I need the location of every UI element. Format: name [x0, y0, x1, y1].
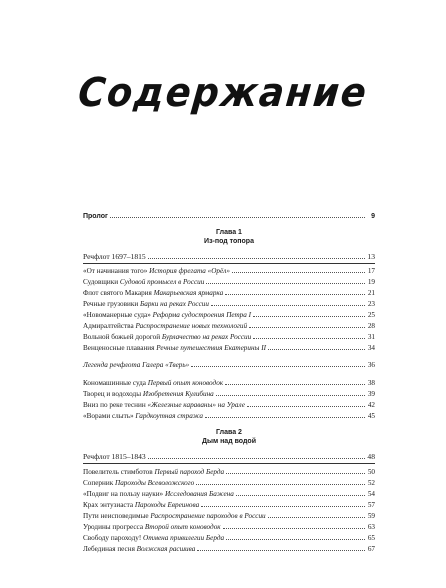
toc-entry[interactable]: [83, 266, 375, 276]
toc-entry[interactable]: [83, 500, 375, 510]
leader-dots: [225, 288, 365, 295]
leader-dots: [247, 400, 365, 407]
toc-entry-title: Речные грузовики: [83, 300, 139, 308]
toc-entry-title: Соперник: [83, 479, 114, 487]
leader-dots: [268, 511, 365, 518]
toc-entry-page: 39: [367, 390, 375, 398]
toc-entry[interactable]: [83, 321, 375, 331]
toc-entry-title: Пролог: [83, 213, 108, 220]
toc-entry-title: Венценосные плавания: [83, 344, 155, 352]
toc-entry-title: Крах энтузиаста: [83, 501, 134, 509]
toc-entry-subtitle: Макарьевская ярмарка: [153, 289, 224, 297]
toc-entry-subtitle: Второй опыт коноводок: [144, 523, 221, 531]
section-rule: [83, 263, 375, 264]
toc-entry-page: 38: [367, 379, 375, 387]
toc-entry-subtitle: Распространение пароходов в России: [150, 512, 266, 520]
toc-entry-title: Флот святого Макария: [83, 289, 152, 297]
toc-entry-page: 19: [367, 278, 375, 286]
toc-entry[interactable]: [83, 544, 375, 554]
toc-entry-title: Судовщики: [83, 278, 119, 286]
toc-entry[interactable]: [83, 467, 375, 477]
toc-entry-title: Пути неисповедимые: [83, 512, 149, 520]
toc-entry-title: Адмиралтейства: [83, 322, 134, 330]
leader-dots: [110, 211, 365, 218]
toc-entry-subtitle: История фрегата «Орёл»: [149, 267, 230, 275]
toc-part-entry[interactable]: [83, 452, 375, 462]
toc-entry-page: 36: [367, 361, 375, 369]
toc-entry-page: 67: [367, 545, 375, 553]
toc-entry-prologue[interactable]: [83, 211, 375, 222]
leader-dots: [225, 378, 365, 385]
toc-entry[interactable]: [83, 522, 375, 532]
leader-dots: [249, 321, 365, 328]
toc-part-entry[interactable]: [83, 252, 375, 262]
leader-dots: [216, 389, 365, 396]
leader-dots: [232, 266, 365, 273]
toc-entry[interactable]: [83, 400, 375, 410]
toc-entry-subtitle: Пароходы Евреинова: [134, 501, 200, 509]
toc-entry[interactable]: [83, 533, 375, 543]
toc-entry-subtitle: Речные путешествия Екатерины II: [156, 344, 266, 352]
leader-dots: [253, 332, 365, 339]
toc-entry-subtitle: Распространение новых технологий: [135, 322, 248, 330]
toc-entry-title: Вольной божьей дорогой: [83, 333, 161, 341]
toc-entry[interactable]: [83, 310, 375, 320]
toc-entry-page: 42: [367, 401, 375, 409]
toc-entry-title: Повелитель стимботов: [83, 468, 153, 476]
toc-entry[interactable]: [83, 332, 375, 342]
section-rule: [83, 463, 375, 464]
chapter-label: Глава 1: [216, 229, 242, 236]
leader-dots: [226, 467, 365, 474]
toc-entry-page: 63: [367, 523, 375, 531]
toc-entry[interactable]: [83, 478, 375, 488]
toc-entry-title: Уродины прогресса: [83, 523, 144, 531]
page-title: Содержание: [76, 70, 370, 116]
toc-entry-page: 52: [367, 479, 375, 487]
toc-entry[interactable]: [83, 299, 375, 309]
toc-entry-subtitle: Галера «Тверь»: [142, 361, 190, 369]
toc-entry-page: 34: [367, 344, 375, 352]
toc-entry-page: 57: [367, 501, 375, 509]
toc-entry-page: 31: [367, 333, 375, 341]
toc-entry-page: 50: [367, 468, 375, 476]
toc-entry-title: Творец и водоходы: [83, 390, 142, 398]
toc-entry-page: 65: [367, 534, 375, 542]
toc-entry-title: «Ворами слыть»: [83, 412, 134, 420]
toc-entry-page: 13: [367, 252, 375, 261]
toc-entry-subtitle: Барки на реках России: [140, 300, 209, 308]
toc-entry[interactable]: [83, 411, 375, 421]
toc-entry-title: «Подвиг на пользу науки»: [83, 490, 164, 498]
toc-entry[interactable]: [83, 277, 375, 287]
leader-dots: [148, 252, 365, 259]
toc-entry-subtitle: Первый пароход Берда: [154, 468, 225, 476]
toc-entry-subtitle: Изобретения Кулибина: [142, 390, 214, 398]
toc-entry-subtitle: Отмена привилегии Берда: [143, 534, 225, 542]
leader-dots: [253, 310, 365, 317]
toc-entry[interactable]: [83, 389, 375, 399]
leader-dots: [236, 489, 365, 496]
toc-entry-page: 23: [367, 300, 375, 308]
toc-entry[interactable]: [83, 288, 375, 298]
leader-dots: [226, 533, 365, 540]
leader-dots: [148, 452, 365, 459]
toc-entry-page: 17: [367, 267, 375, 275]
toc-entry-title: «От начинания того»: [83, 267, 148, 275]
toc-entry-title: «Новоманерные суда»: [83, 311, 151, 319]
toc-entry-title: Кономашинные суда: [83, 379, 146, 387]
chapter-name: Из-под топора: [204, 238, 254, 245]
leader-dots: [268, 343, 365, 350]
toc-entry-page: 45: [367, 412, 375, 420]
toc-entry-title: Легенда речфлота: [83, 361, 141, 369]
toc-entry-subtitle: Волжская расшива: [136, 545, 196, 553]
toc-entry[interactable]: [83, 378, 375, 388]
toc-entry-page: 21: [367, 289, 375, 297]
toc-entry-page: 54: [367, 490, 375, 498]
toc-entry[interactable]: [83, 343, 375, 353]
toc-entry-title: Лебединая песня: [83, 545, 135, 553]
toc-entry-page: 25: [367, 311, 375, 319]
chapter-label: Глава 2: [216, 429, 242, 436]
leader-dots: [206, 277, 365, 284]
chapter-name: Дым над водой: [201, 438, 256, 445]
toc-entry-page: 9: [371, 213, 375, 220]
toc-entry[interactable]: [83, 511, 375, 521]
toc-entry-title: Вниз по реке теснин: [83, 401, 146, 409]
leader-dots: [201, 500, 365, 507]
toc-entry-page: 59: [367, 512, 375, 520]
leader-dots: [197, 544, 365, 551]
toc-entry-page: 48: [367, 452, 375, 461]
toc-entry-legend[interactable]: [83, 360, 375, 370]
leader-dots: [191, 360, 365, 367]
toc-entry[interactable]: [83, 489, 375, 499]
toc-entry-subtitle: Реформа судостроения Петра I: [152, 311, 252, 319]
leader-dots: [223, 522, 365, 529]
leader-dots: [211, 299, 365, 306]
leader-dots: [205, 411, 365, 418]
leader-dots: [196, 478, 365, 485]
toc-entry-subtitle: Исследования Бажена: [164, 490, 234, 498]
toc-entry-title: Свободу пароходу!: [83, 534, 142, 542]
toc-entry-subtitle: «Железные караваны» на Урале: [147, 401, 245, 409]
toc-entry-page: 28: [367, 322, 375, 330]
toc-entry-subtitle: Пароходы Всеволожского: [115, 479, 195, 487]
toc-entry-title: Речфлот 1697–1815: [83, 252, 146, 261]
toc-entry-title: Речфлот 1815–1843: [83, 452, 146, 461]
toc-entry-subtitle: Судовой промысел в России: [119, 278, 205, 286]
toc-entry-subtitle: Первый опыт коноводок: [147, 379, 224, 387]
toc-entry-subtitle: Бурлачество на реках России: [161, 333, 252, 341]
toc-entry-subtitle: Гардкоутная стража: [135, 412, 203, 420]
